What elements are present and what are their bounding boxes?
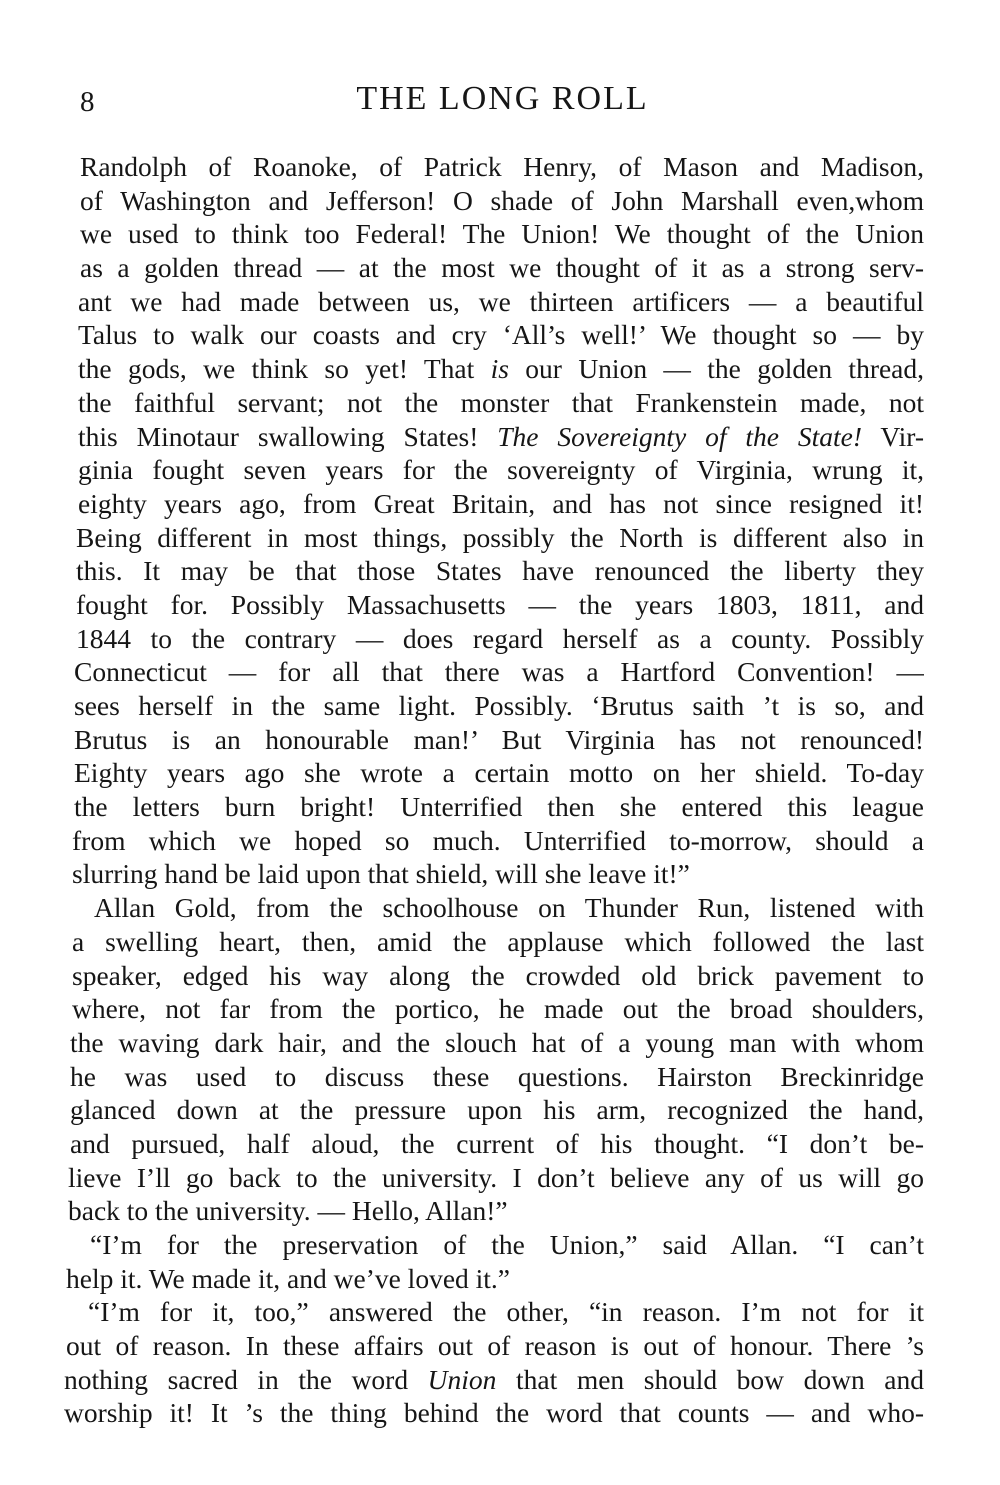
text-line: from which we hoped so much. Unterrified to-morrow, should a xyxy=(72,824,924,856)
italic-phrase: is xyxy=(490,353,509,385)
text-line: ant we had made between us, we thirteen artificers — a beautiful xyxy=(78,285,924,317)
italic-phrase: The Sovereignty of the State! xyxy=(497,420,862,452)
text-line: of Washington and Jefferson! O shade of John Marshall even,whom xyxy=(80,184,924,216)
text-line: the waving dark hair, and the slouch hat of a young man with whom xyxy=(70,1026,924,1058)
text-line: and pursued, half aloud, the current of his thought. “I don’t be- xyxy=(70,1127,924,1159)
text-line: sees herself in the same light. Possibly. ‘Brutus saith ’t is so, and xyxy=(74,690,924,721)
text-line: speaker, edged his way along the crowded old brick pavement to xyxy=(72,959,924,991)
body-text xyxy=(62,150,924,1430)
text-line: as a golden thread — at the most we thought of it as a strong serv- xyxy=(80,252,924,284)
text-line: ginia fought seven years for the sovereignty of Virginia, wrung it, xyxy=(78,454,924,486)
text-line: Randolph of Roanoke, of Patrick Henry, of Mason and Madison, xyxy=(80,151,924,182)
text-line: Connecticut — for all that there was a Hartford Convention! — xyxy=(74,656,924,688)
text-line: out of reason. In these affairs out of reason is out of honour. There ’s xyxy=(66,1330,924,1362)
text-line: a swelling heart, then, amid the applause which followed the last xyxy=(72,925,924,957)
text-line: where, not far from the portico, he made out the broad shoulders, xyxy=(72,993,924,1025)
text-line: back to the university. — Hello, Allan!” xyxy=(68,1195,508,1227)
text-line: Brutus is an honourable man!’ But Virginia has not renounced! xyxy=(74,723,924,755)
text-line: we used to think too Federal! The Union! We thought of the Union xyxy=(80,218,924,250)
text-line: this Minotaur swallowing States! The Sovereignty of the State! Vir- xyxy=(78,420,924,452)
text-line: this. It may be that those States have renounced the liberty they xyxy=(76,555,924,587)
text-line: “I’m for the preservation of the Union,” said Allan. “I can’t xyxy=(90,1229,924,1260)
text-line: lieve I’ll go back to the university. I don’t believe any of us will go xyxy=(68,1161,924,1193)
text-line: the faithful servant; not the monster that Frankenstein made, not xyxy=(78,386,924,418)
text-line: eighty years ago, from Great Britain, and has not since resigned it! xyxy=(78,487,924,519)
text-line: fought for. Possibly Massachusetts — the years 1803, 1811, and xyxy=(76,588,924,620)
text-line: help it. We made it, and we’ve loved it.” xyxy=(66,1262,511,1294)
text-line: Eighty years ago she wrote a certain motto on her shield. To-day xyxy=(74,757,924,789)
running-title: THE LONG ROLL xyxy=(356,80,649,117)
text-line: worship it! It ’s the thing behind the word that counts — and who- xyxy=(64,1397,924,1429)
text-line: “I’m for it, too,” answered the other, “in reason. I’m not for it xyxy=(88,1296,924,1328)
text-line: Allan Gold, from the schoolhouse on Thunder Run, listened with xyxy=(94,892,924,924)
text-line: Being different in most things, possibly the North is different also in xyxy=(76,521,924,553)
italic-phrase: Union xyxy=(427,1363,497,1395)
page-header xyxy=(80,80,925,130)
page-number: 8 xyxy=(80,86,95,118)
text-line: 1844 to the contrary — does regard herself as a county. Possibly xyxy=(76,622,924,654)
text-line: the letters burn bright! Unterrified then she entered this league xyxy=(74,791,924,823)
text-line: nothing sacred in the word Union that men should bow down and xyxy=(64,1363,924,1395)
text-line: slurring hand be laid upon that shield, will she leave it!” xyxy=(72,858,690,890)
text-line: glanced down at the pressure upon his arm, recognized the hand, xyxy=(70,1094,924,1126)
text-line: the gods, we think so yet! That is our Union — the golden thread, xyxy=(78,353,924,385)
text-line: he was used to discuss these questions. Hairston Breckinridge xyxy=(70,1060,924,1092)
text-line: Talus to walk our coasts and cry ‘All’s well!’ We thought so — by xyxy=(78,319,924,351)
